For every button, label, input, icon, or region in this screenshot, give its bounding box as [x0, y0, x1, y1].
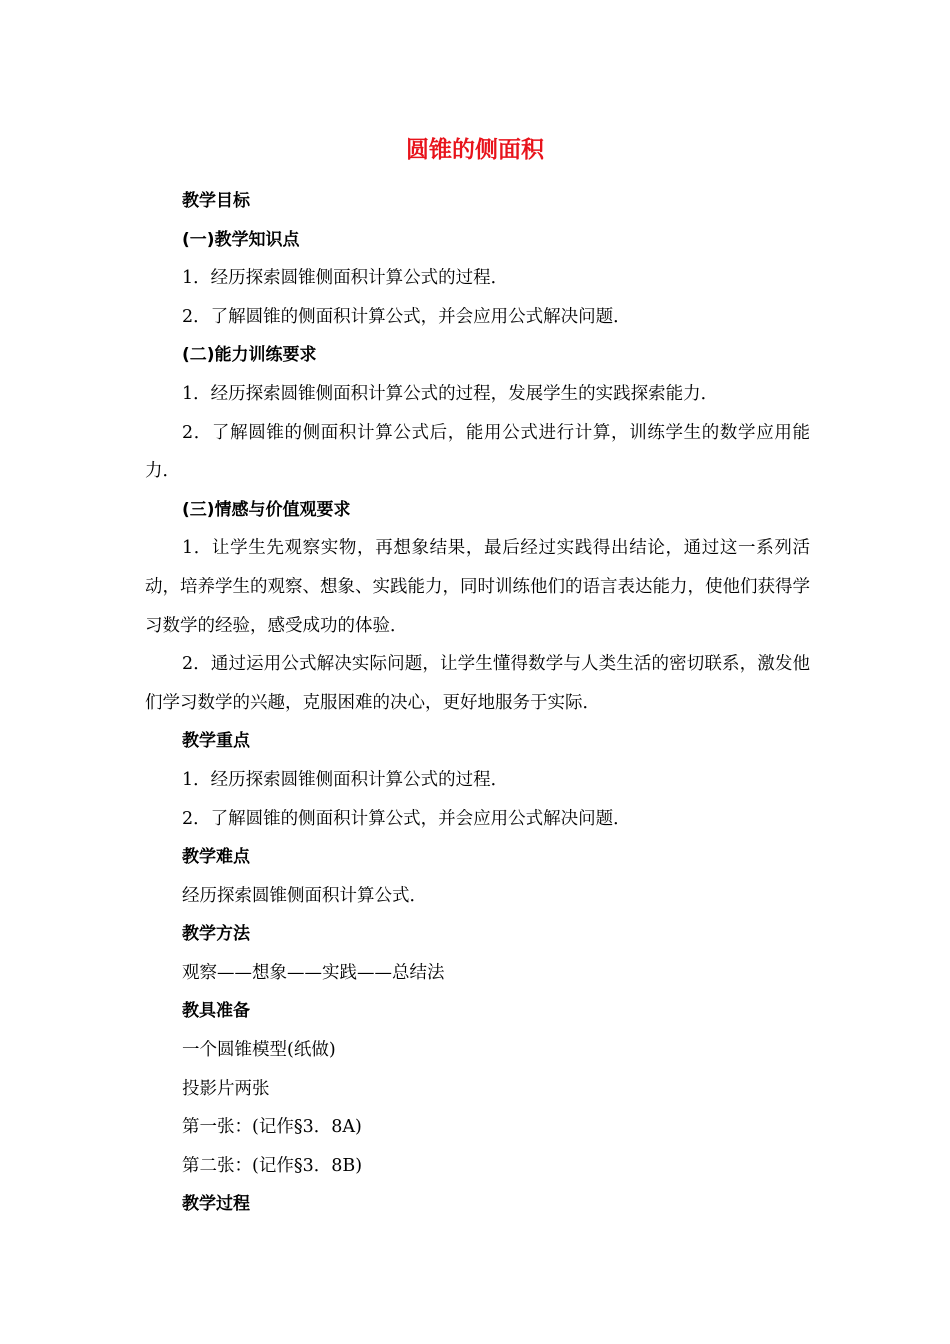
paragraph: 第二张：(记作§3．8B)	[182, 1155, 363, 1176]
document-body	[145, 182, 810, 1224]
paragraph: 经历探索圆锥侧面积计算公式．	[182, 885, 427, 906]
subsection-heading-ability: (二)能力训练要求	[182, 345, 317, 366]
paragraph: 投影片两张	[182, 1078, 270, 1099]
section-heading-objectives: 教学目标	[182, 191, 250, 211]
document-title: 圆锥的侧面积	[406, 137, 544, 163]
subsection-heading-values: (三)情感与价值观要求	[182, 499, 351, 520]
paragraph: 2．了解圆锥的侧面积计算公式，并会应用公式解决问题．	[182, 808, 631, 829]
paragraph: 2．了解圆锥的侧面积计算公式，并会应用公式解决问题．	[182, 306, 631, 327]
paragraph: 观察——想象——实践——总结法	[182, 962, 445, 983]
section-heading-materials: 教具准备	[182, 1001, 250, 1022]
paragraph: 第一张：(记作§3．8A)	[182, 1117, 362, 1138]
paragraph: 2．通过运用公式解决实际问题，让学生懂得数学与人类生活的密切联系，激发他们学习数学的兴趣，克服困难的决心，更好地服务于实际．	[145, 654, 810, 713]
section-heading-difficulties: 教学难点	[182, 847, 250, 868]
paragraph: 1．让学生先观察实物，再想象结果，最后经过实践得出结论，通过这一系列活动，培养学生的观察、想象、实践能力，同时训练他们的语言表达能力，使他们获得学习数学的经验，感受成功的体验．	[145, 538, 810, 636]
section-heading-key-points: 教学重点	[182, 731, 250, 752]
paragraph: 一个圆锥模型(纸做)	[182, 1040, 336, 1061]
paragraph: 1．经历探索圆锥侧面积计算公式的过程，发展学生的实践探索能力．	[182, 383, 719, 404]
paragraph: 1．经历探索圆锥侧面积计算公式的过程．	[182, 769, 509, 790]
section-heading-process: 教学过程	[182, 1194, 250, 1215]
paragraph: 2．了解圆锥的侧面积计算公式后，能用公式进行计算，训练学生的数学应用能力．	[145, 422, 810, 482]
paragraph: 1．经历探索圆锥侧面积计算公式的过程．	[182, 268, 509, 289]
subsection-heading-knowledge: (一)教学知识点	[182, 229, 300, 250]
section-heading-methods: 教学方法	[182, 924, 250, 945]
